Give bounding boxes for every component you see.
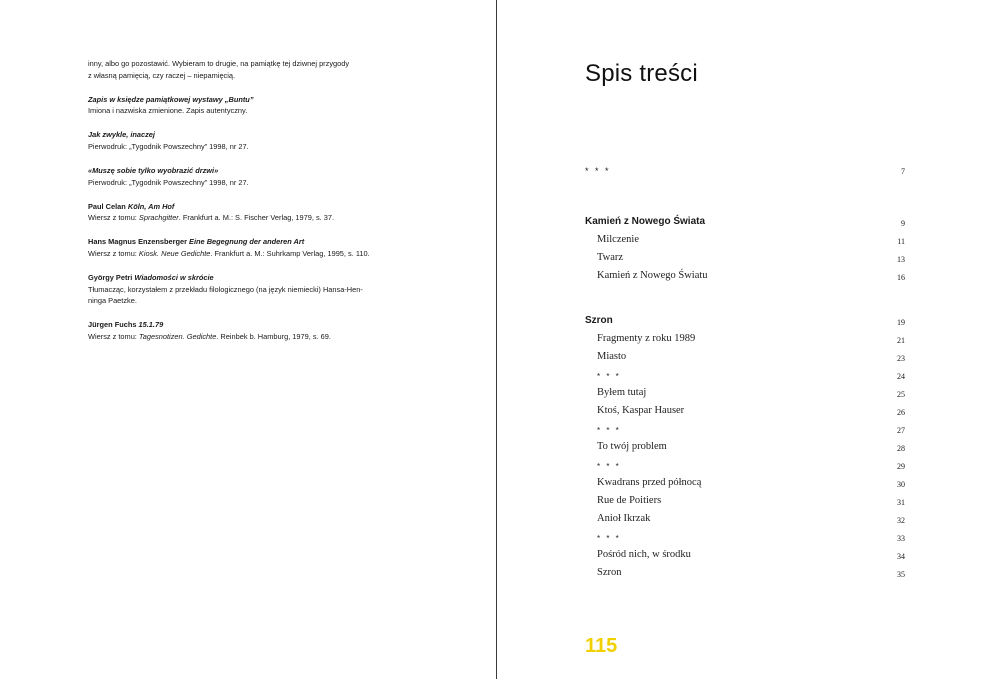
toc-entry[interactable] xyxy=(585,495,905,513)
toc-page-number: 28 xyxy=(897,444,905,453)
note-entry xyxy=(88,272,418,307)
toc-entry-label: * * * xyxy=(597,462,621,471)
toc-entry-label: Fragmenty z roku 1989 xyxy=(597,333,696,344)
toc-entry-label: To twój problem xyxy=(597,441,667,452)
toc-entry-label: * * * xyxy=(597,372,621,381)
toc-page-number: 25 xyxy=(897,390,905,399)
intro-paragraph xyxy=(88,58,418,81)
note-title: Zapis w księdze pamiątkowej wystawy „Buntu” xyxy=(88,94,254,104)
toc-page-number: 29 xyxy=(897,462,905,471)
note-author: Hans Magnus Enzensberger xyxy=(88,237,187,247)
toc-entry[interactable] xyxy=(585,164,905,182)
note-text: Imiona i nazwiska zmienione. Zapis autentyczny. xyxy=(88,106,248,116)
toc-entry[interactable] xyxy=(585,234,905,252)
toc-entry-label: Milczenie xyxy=(597,234,639,245)
source-prefix: Wiersz z tomu: xyxy=(88,332,139,341)
toc-title: Spis treści xyxy=(585,60,698,87)
note-entry xyxy=(88,129,418,152)
note-entry xyxy=(88,201,418,224)
note-entry xyxy=(88,236,418,259)
page-number: 115 xyxy=(585,635,618,657)
toc-section-label: Szron xyxy=(585,315,613,326)
toc-entry[interactable] xyxy=(585,333,905,351)
toc-entry-label: Szron xyxy=(597,567,622,578)
toc-entry-label: Byłem tutaj xyxy=(597,387,647,398)
note-author: György Petri xyxy=(88,273,133,283)
toc-section[interactable] xyxy=(585,315,905,333)
toc-entry[interactable] xyxy=(585,459,905,477)
note-text: Pierwodruk: „Tygodnik Powszechny” 1998, nr 27. xyxy=(88,177,249,187)
note-author: Jürgen Fuchs xyxy=(88,320,137,330)
note-entry xyxy=(88,319,418,342)
note-entry xyxy=(88,94,418,117)
note-text: Tłumacząc, korzystałem z przekładu filologicznego (na język niemiecki) Hansa-Hen- xyxy=(88,284,363,294)
note-work: Wiadomości w skrócie xyxy=(134,273,214,283)
source-prefix: Wiersz z tomu: xyxy=(88,213,139,223)
toc-page-number: 30 xyxy=(897,480,905,489)
toc-entry-label: Pośród nich, w środku xyxy=(597,549,691,560)
toc-page-number: 31 xyxy=(897,498,905,507)
toc-entry[interactable] xyxy=(585,351,905,369)
note-title: «Muszę sobie tylko wyobrazić drzwi» xyxy=(88,166,219,176)
note-entry xyxy=(88,165,418,188)
source-rest: . Frankfurt a. M.: S. Fischer Verlag, 1979, s. 37. xyxy=(178,213,335,223)
toc-entry[interactable] xyxy=(585,405,905,423)
note-source xyxy=(88,248,418,260)
text-line: z własną pamięcią, czy raczej – niepamięcią. xyxy=(88,70,236,80)
note-source xyxy=(88,212,418,224)
note-heading xyxy=(88,319,418,331)
toc-entry[interactable] xyxy=(585,531,905,549)
toc-page-number: 32 xyxy=(897,516,905,525)
right-page xyxy=(497,0,992,679)
toc-entry[interactable] xyxy=(585,513,905,531)
note-work: Köln, Am Hof xyxy=(127,201,175,211)
source-title: Tagesnotizen. Gedichte xyxy=(138,332,217,341)
source-prefix: Wiersz z tomu: xyxy=(88,249,139,259)
toc-entry-label: * * * xyxy=(597,534,621,543)
note-text: Pierwodruk: „Tygodnik Powszechny” 1998, nr 27. xyxy=(88,141,249,151)
toc-page-number: 33 xyxy=(897,534,905,543)
toc-page-number: 21 xyxy=(897,336,905,345)
toc-entry-label: Twarz xyxy=(597,252,624,263)
toc-entry[interactable] xyxy=(585,270,905,288)
toc-page-number: 16 xyxy=(897,273,905,282)
toc-page-number: 7 xyxy=(901,167,905,176)
note-work: 15.1.79 xyxy=(138,320,164,330)
toc-entry[interactable] xyxy=(585,549,905,567)
toc-page-number: 9 xyxy=(901,219,905,228)
toc-page-number: 35 xyxy=(897,570,905,579)
toc-page-number: 13 xyxy=(897,255,905,264)
toc-entry[interactable] xyxy=(585,252,905,270)
toc-page-number: 19 xyxy=(897,318,905,327)
text-line: inny, albo go pozostawić. Wybieram to drugie, na pamiątkę tej dziwnej przygody xyxy=(88,59,350,68)
toc-entry[interactable] xyxy=(585,387,905,405)
source-rest: . Frankfurt a. M.: Suhrkamp Verlag, 1995, s. 110. xyxy=(210,249,370,259)
toc-page-number: 26 xyxy=(897,408,905,417)
toc-entry-label: Kwadrans przed północą xyxy=(597,477,702,488)
toc-entry[interactable] xyxy=(585,369,905,387)
source-title: Kiosk. Neue Gedichte xyxy=(138,249,211,259)
toc-section[interactable] xyxy=(585,216,905,234)
toc-section-label: Kamień z Nowego Świata xyxy=(585,216,706,227)
toc-entry-label: Miasto xyxy=(597,351,627,362)
source-title: Sprachgitter xyxy=(138,213,179,223)
note-text: ninga Paetzke. xyxy=(88,296,137,306)
source-rest: . Reinbek b. Hamburg, 1979, s. 69. xyxy=(216,332,331,341)
toc-entry[interactable] xyxy=(585,567,905,585)
toc-entry-label: Rue de Poitiers xyxy=(597,495,662,506)
toc-entry-label: * * * xyxy=(585,166,611,176)
toc-page-number: 24 xyxy=(897,372,905,381)
note-source xyxy=(88,331,418,343)
note-heading xyxy=(88,272,418,284)
toc-entry[interactable] xyxy=(585,477,905,495)
note-heading xyxy=(88,236,418,248)
notes-section xyxy=(88,58,418,355)
toc-page-number: 34 xyxy=(897,552,905,561)
toc-entry-label: Ktoś, Kaspar Hauser xyxy=(597,405,685,416)
toc-page-number: 23 xyxy=(897,354,905,363)
table-of-contents xyxy=(585,164,905,585)
toc-entry[interactable] xyxy=(585,441,905,459)
note-heading xyxy=(88,201,418,213)
note-author: Paul Celan xyxy=(88,201,126,211)
toc-page-number: 27 xyxy=(897,426,905,435)
toc-page-number: 11 xyxy=(897,237,905,246)
toc-entry-label: * * * xyxy=(597,426,621,435)
note-title: Jak zwykle, inaczej xyxy=(88,130,155,140)
toc-entry-label: Anioł Ikrzak xyxy=(597,513,651,524)
note-work: Eine Begegnung der anderen Art xyxy=(189,237,305,247)
toc-entry[interactable] xyxy=(585,423,905,441)
toc-entry-label: Kamień z Nowego Światu xyxy=(597,270,708,281)
